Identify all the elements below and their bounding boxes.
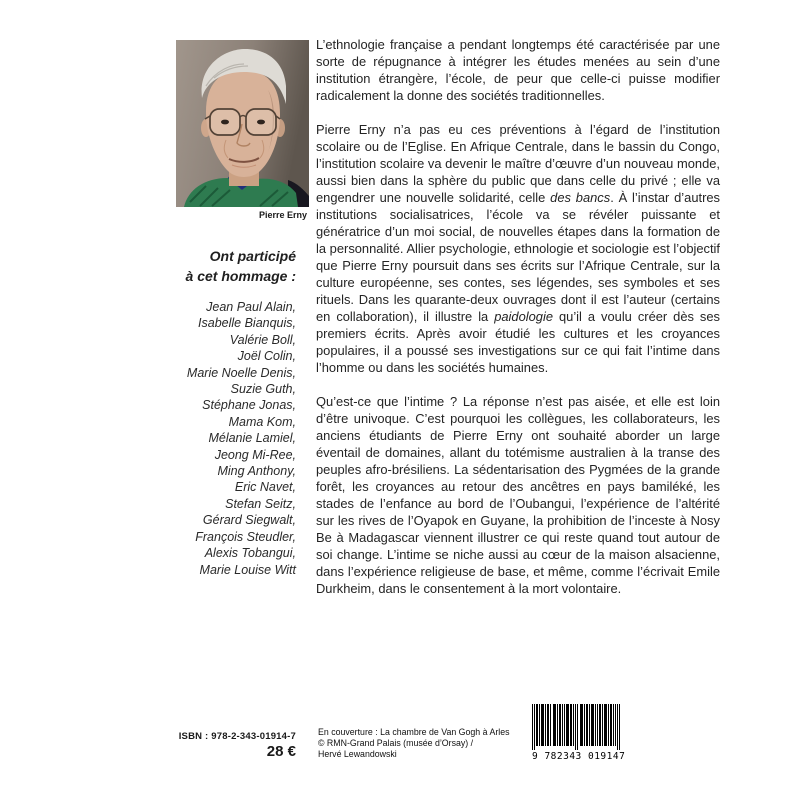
contributor-name: Ming Anthony, xyxy=(217,464,296,479)
contributor-name: Jeong Mi-Ree, xyxy=(214,447,296,462)
contributor-name: Joël Colin, xyxy=(237,349,296,364)
contributors-heading-line2: à cet hommage : xyxy=(185,268,296,284)
contributors-list xyxy=(56,299,296,578)
back-cover-text xyxy=(316,36,720,614)
photo-caption: Pierre Erny xyxy=(258,210,307,220)
credit-line-3: Hervé Lewandowski xyxy=(318,748,397,759)
text-run: qu’il a voulu créer dès ses premiers écrits. Après avoir étudié les cultures et les croyances populaires, il a poussé ses investigations sur ce qui fait l’intime dans l’homme ou dans les sociétés humaines. xyxy=(316,309,720,375)
isbn-block xyxy=(96,731,296,760)
contributor-name: Marie Louise Witt xyxy=(199,562,296,577)
credit-line-2: © RMN-Grand Palais (musée d’Orsay) / xyxy=(318,737,474,748)
italic-run: paidologie xyxy=(494,309,553,324)
contributor-name: Marie Noelle Denis, xyxy=(186,365,296,380)
contributor-name: Stefan Seitz, xyxy=(225,496,296,511)
italic-run: des bancs xyxy=(550,190,611,205)
contributors-heading xyxy=(76,246,296,286)
barcode-bars xyxy=(532,704,620,750)
contributor-name: Stéphane Jonas, xyxy=(202,398,296,413)
contributor-name: Alexis Tobangui, xyxy=(204,546,296,561)
cover-credit xyxy=(318,727,533,759)
text-run: Qu’est-ce que l’intime ? La réponse n’est pas aisée, et elle est loin d’être univoque. C’est pourquoi les collègues, les collaborateurs, les anciens étudiants de Pierre Erny ont souhaité aborder un large éventail de domaines, allant du totémisme australien à la transe des peuples afro-brésiliens. La sédentarisation des Pygmées de la grande forêt, les croyances au retour des ancêtres en pays bamiléké, les stades de l’enfance au bord de l’Oubangui, l’expérience de l’altérité sur les rives de l’Oyapok en Guyane, la prohibition de l’inceste à Nosy Be à Madagascar viennent illustrer ce qui reste quand tout autour de soi change. L’intime se niche aussi au cœur de la maison alsacienne, dans l’expérience religieuse de base, et même, comme l’écrivait Emile Durkheim, dans le consentement à la mort volontaire. xyxy=(316,394,720,596)
portrait-photo xyxy=(176,40,309,207)
barcode xyxy=(532,704,626,762)
barcode-number: 9 782343 019147 xyxy=(532,751,626,762)
price-text: 28 € xyxy=(266,743,296,760)
paragraph xyxy=(316,36,720,104)
contributor-name: Isabelle Bianquis, xyxy=(198,316,296,331)
text-run: . À l’instar d’autres institutions socialisatrices, l’école va se révéler puissante et génératrice d’un moi social, de nouvelles étapes dans la formation de la personnalité. Allier psychologie, ethnologie et sociologie est l’objectif que Pierre Erny poursuit dans ses écrits sur l’Afrique Centrale, sur la culture européenne, ses contes, ses légendes, ses symboles et ses rituels. Dans les quarante-deux ouvrages dont il est l’auteur (certains en collaboration), il illustre la xyxy=(316,190,721,324)
paragraph xyxy=(316,393,720,597)
contributors-heading-line1: Ont participé xyxy=(209,248,296,264)
contributor-name: Suzie Guth, xyxy=(230,382,296,397)
author-photo xyxy=(176,40,309,207)
text-run: L’ethnologie française a pendant longtemps été caractérisée par une sorte de répugnance à intégrer les études menées au sein d’une institution étrangère, l’école, de peur que celle-ci puisse modifier radicalement la donne des sociétés traditionnelles. xyxy=(316,37,720,103)
paragraph xyxy=(316,121,720,376)
contributor-name: Gérard Siegwalt, xyxy=(202,513,296,528)
contributor-name: Mélanie Lamiel, xyxy=(208,431,296,446)
contributor-name: Mama Kom, xyxy=(228,414,296,429)
contributor-name: Valérie Boll, xyxy=(229,332,296,347)
isbn-text: ISBN : 978-2-343-01914-7 xyxy=(178,731,296,742)
credit-line-1: En couverture : La chambre de Van Gogh à Arles xyxy=(318,727,510,737)
contributor-name: Jean Paul Alain, xyxy=(206,300,296,314)
contributor-name: François Steudler, xyxy=(195,529,296,544)
contributor-name: Eric Navet, xyxy=(234,480,296,495)
text-run: Pierre Erny n’a pas eu ces préventions à l’égard de l’institution scolaire ou de l’Eglise. En Afrique Centrale, dans le bassin du Congo, l’institution scolaire va devenir le maître d’œuvre d’un nouveau monde, aussi bien dans la sphère du public que dans celle du privé ; elle va engendrer une nouvelle solidarité, celle xyxy=(316,122,720,205)
